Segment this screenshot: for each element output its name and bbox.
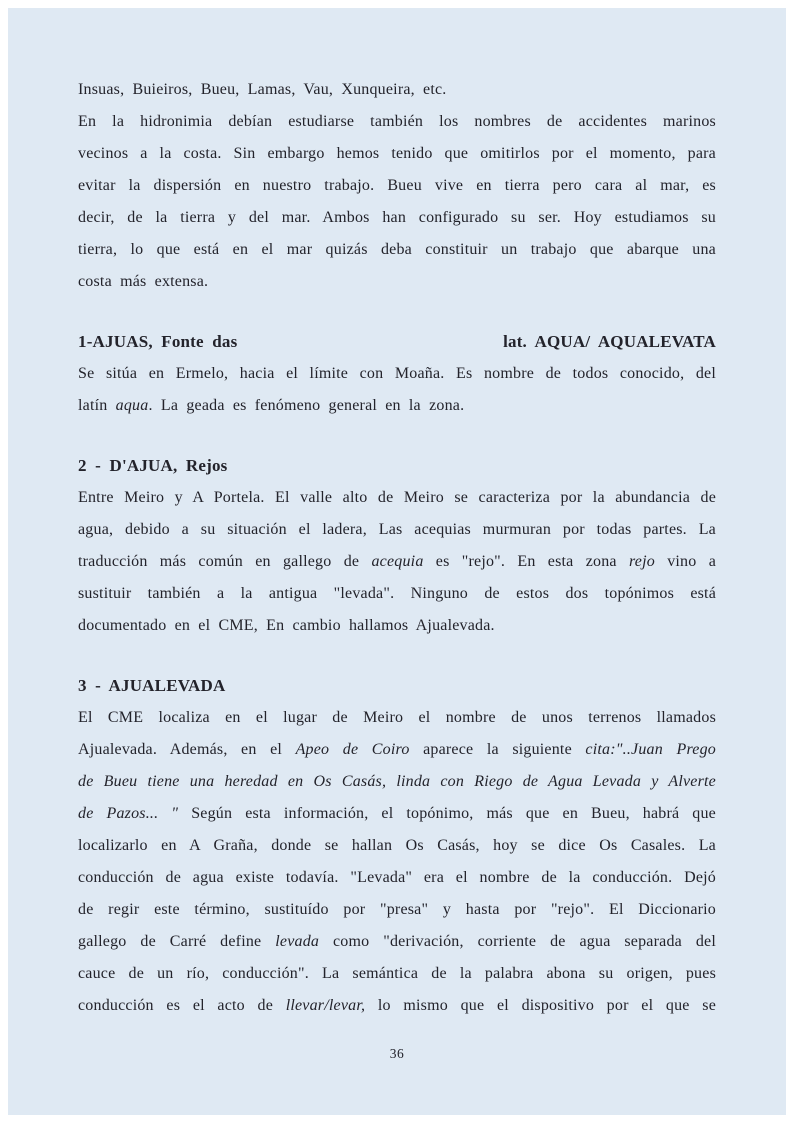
text-segment: documentado en el CME, En cambio hallamos Ajualevada. bbox=[78, 617, 495, 634]
text-segment: costa más extensa. bbox=[78, 273, 209, 290]
text-line bbox=[78, 702, 716, 734]
text-segment: Entre Meiro y A Portela. El valle alto de Meiro se caracteriza por la abundancia de bbox=[78, 489, 716, 506]
italic-segment: levada bbox=[275, 933, 320, 950]
italic-segment: llevar/levar, bbox=[285, 997, 366, 1014]
text-segment: Se sitúa en Ermelo, hacia el límite con Moaña. Es nombre de todos conocido, del bbox=[78, 365, 716, 382]
text-segment: lo mismo que el dispositivo por el que se bbox=[365, 997, 716, 1014]
text-segment: vecinos a la costa. Sin embargo hemos tenido que omitirlos por el momento, para bbox=[78, 145, 716, 162]
text-segment: conducción de agua existe todavía. "Levada" era el nombre de la conducción. Dejó bbox=[78, 869, 716, 886]
text-segment: conducción es el acto de bbox=[78, 997, 286, 1014]
section-heading bbox=[78, 670, 716, 702]
text-segment: El CME localiza en el lugar de Meiro el nombre de unos terrenos llamados bbox=[78, 709, 716, 726]
text-line bbox=[78, 830, 716, 862]
heading-title: 3 - AJUALEVADA bbox=[78, 676, 226, 695]
text-line bbox=[78, 766, 716, 798]
text-line bbox=[78, 546, 716, 578]
paragraph bbox=[78, 74, 716, 298]
text-line bbox=[78, 106, 716, 138]
italic-segment: de Bueu tiene una heredad en Os Casás, linda con Riego de Agua Levada y Alverte bbox=[78, 773, 716, 790]
paragraph bbox=[78, 702, 716, 1022]
text-segment: Ajualevada. Además, en el bbox=[78, 741, 296, 758]
text-segment: tierra, lo que está en el mar quizás deba constituir un trabajo que abarque una bbox=[78, 241, 716, 258]
text-segment: gallego de Carré define bbox=[78, 933, 276, 950]
text-segment: agua, debido a su situación el ladera, Las acequias murmuran por todas partes. La bbox=[78, 521, 716, 538]
text-segment: Insuas, Buieiros, Bueu, Lamas, Vau, Xunqueira, etc. bbox=[78, 81, 447, 98]
text-line bbox=[78, 514, 716, 546]
page-number: 36 bbox=[389, 1046, 405, 1061]
text-line bbox=[78, 358, 716, 390]
text-line bbox=[78, 734, 716, 766]
text-line bbox=[78, 958, 716, 990]
text-line bbox=[78, 862, 716, 894]
text-line bbox=[78, 926, 716, 958]
text-line bbox=[78, 202, 716, 234]
text-segment: decir, de la tierra y del mar. Ambos han configurado su ser. Hoy estudiamos su bbox=[78, 209, 716, 226]
text-line bbox=[78, 390, 716, 422]
text-line bbox=[78, 610, 716, 642]
text-line bbox=[78, 266, 716, 298]
italic-segment: acequia bbox=[371, 553, 424, 570]
text-segment: latín bbox=[78, 397, 116, 414]
text-line bbox=[78, 138, 716, 170]
italic-segment: cita:"..Juan Prego bbox=[585, 741, 716, 758]
text-segment: evitar la dispersión en nuestro trabajo. Bueu vive en tierra pero cara al mar, es bbox=[78, 177, 716, 194]
text-line bbox=[78, 170, 716, 202]
section-heading bbox=[78, 450, 716, 482]
text-segment: como "derivación, corriente de agua separada del bbox=[319, 933, 716, 950]
text-line bbox=[78, 482, 716, 514]
heading-latin-form: lat. AQUA/ AQUALEVATA bbox=[503, 332, 716, 351]
text-segment: traducción más común en gallego de bbox=[78, 553, 372, 570]
text-segment: vino a bbox=[654, 553, 717, 570]
text-line bbox=[78, 798, 716, 830]
text-line bbox=[78, 894, 716, 926]
document-page bbox=[8, 8, 786, 1115]
paragraph bbox=[78, 358, 716, 422]
text-line bbox=[78, 990, 716, 1022]
text-segment: localizarlo en A Graña, donde se hallan Os Casás, hoy se dice Os Casales. La bbox=[78, 837, 716, 854]
text-segment: Según esta información, el topónimo, más que en Bueu, habrá que bbox=[191, 805, 716, 822]
text-segment: . La geada es fenómeno general en la zona. bbox=[148, 397, 465, 414]
paragraph bbox=[78, 482, 716, 642]
italic-segment: de Pazos... " bbox=[78, 805, 192, 822]
section-heading bbox=[78, 326, 716, 358]
text-segment: cauce de un río, conducción". La semántica de la palabra abona su origen, pues bbox=[78, 965, 716, 982]
heading-title: 2 - D'AJUA, Rejos bbox=[78, 456, 228, 475]
italic-segment: rejo bbox=[628, 553, 655, 570]
italic-segment: aqua bbox=[115, 397, 149, 414]
text-segment: aparece la siguiente bbox=[409, 741, 586, 758]
italic-segment: Apeo de Coiro bbox=[295, 741, 410, 758]
text-segment: En la hidronimia debían estudiarse también los nombres de accidentes marinos bbox=[78, 113, 716, 130]
text-segment: es "rejo". En esta zona bbox=[423, 553, 629, 570]
heading-title: 1-AJUAS, Fonte das bbox=[78, 332, 238, 351]
text-line bbox=[78, 578, 716, 610]
page-content bbox=[8, 8, 786, 1022]
text-segment: de regir este término, sustituído por "presa" y hasta por "rejo". El Diccionario bbox=[78, 901, 716, 918]
text-segment: sustituir también a la antigua "levada". Ninguno de estos dos topónimos está bbox=[78, 585, 716, 602]
text-line bbox=[78, 234, 716, 266]
text-line bbox=[78, 74, 716, 106]
